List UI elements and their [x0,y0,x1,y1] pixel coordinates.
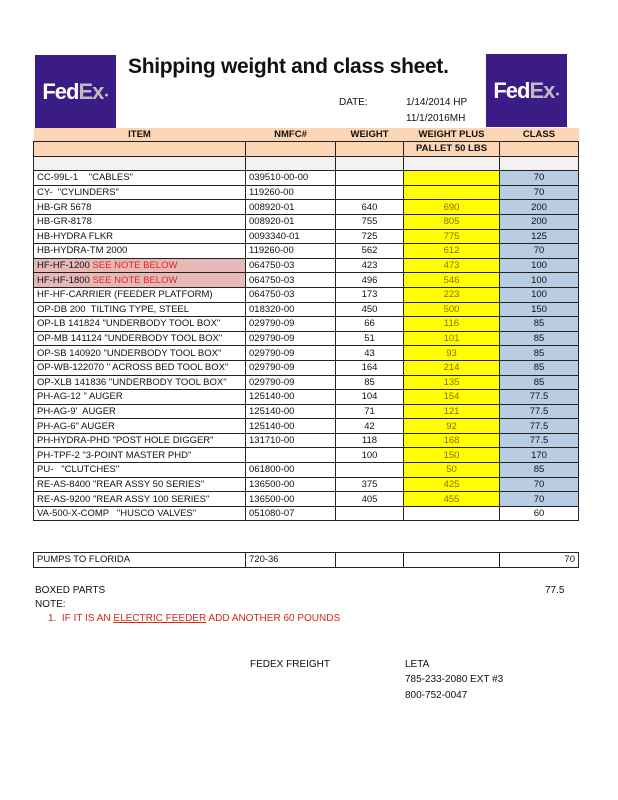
see-note-label: SEE NOTE BELOW [92,274,178,286]
item-name: OP-MB 141124 "UNDERBODY TOOL BOX" [37,333,223,345]
logo-ex-text: Ex [529,77,555,103]
table-row [34,506,579,521]
nmfc-cell: 061800-00 [246,463,336,478]
blank-cell [246,156,336,171]
class-cell: 125 [500,229,579,244]
weight-plus-cell: 223 [404,287,500,302]
table-row [34,200,579,215]
weight-plus-cell [404,185,500,200]
item-cell [34,171,246,186]
column-header-nmfc: NMFC# [246,128,336,142]
page-title: Shipping weight and class sheet. [128,55,449,78]
table-row [34,346,579,361]
column-header-class: CLASS [500,128,579,142]
weight-plus-cell: 473 [404,258,500,273]
weight-cell: 100 [336,448,404,463]
weight-cell: 423 [336,258,404,273]
weight-cell: 405 [336,492,404,507]
weight-cell: 375 [336,477,404,492]
item-name: PU- "CLUTCHES" [37,464,120,476]
nmfc-cell: 029790-09 [246,317,336,332]
logo-dot: ● [104,92,109,99]
see-note-label: SEE NOTE BELOW [92,260,178,272]
item-cell [34,375,246,390]
item-cell [34,200,246,215]
weight-cell: 640 [336,200,404,215]
item-cell [34,463,246,478]
class-cell: 100 [500,287,579,302]
item-name: HB-GR-8178 [37,216,92,228]
nmfc-cell: 064750-03 [246,287,336,302]
item-cell [34,244,246,259]
item-name: PH-HYDRA-PHD "POST HOLE DIGGER" [37,435,214,447]
note-label: NOTE: [35,599,66,610]
subheader-cell [336,142,404,157]
class-cell: 85 [500,317,579,332]
nmfc-cell: 125140-00 [246,390,336,405]
table-row [34,331,579,346]
class-cell: 85 [500,360,579,375]
class-cell: 77.5 [500,419,579,434]
item-name: OP-SB 140920 "UNDERBODY TOOL BOX" [37,347,222,359]
item-cell [34,433,246,448]
carrier-name: FEDEX FREIGHT [250,659,331,670]
blank-cell [34,156,246,171]
item-name: HB-HYDRA FLKR [37,230,114,242]
table-row [34,375,579,390]
nmfc-cell: 029790-09 [246,375,336,390]
nmfc-cell [246,448,336,463]
shipping-table [33,128,579,521]
weight-plus-cell: 116 [404,317,500,332]
weight-plus-cell: 214 [404,360,500,375]
weight-cell: 164 [336,360,404,375]
class-cell: 77.5 [500,433,579,448]
class-cell: 85 [500,463,579,478]
weight-plus-cell: 690 [404,200,500,215]
weight-plus-cell [404,506,500,521]
item-cell [34,346,246,361]
nmfc-cell: 008920-01 [246,214,336,229]
weight-plus-cell: 612 [404,244,500,259]
nmfc-cell: 039510-00-00 [246,171,336,186]
date-label: DATE: [339,97,368,108]
item-cell [34,258,246,273]
nmfc-cell: 051080-07 [246,506,336,521]
weight-plus-cell: 168 [404,433,500,448]
class-cell: 70 [500,492,579,507]
class-cell: 70 [500,244,579,259]
nmfc-cell: 119260-00 [246,244,336,259]
weight-plus-cell: 92 [404,419,500,434]
note-number: 1. [48,613,57,624]
table-row [34,419,579,434]
boxed-parts-class: 77.5 [545,585,565,596]
weight-plus-cell: 154 [404,390,500,405]
weight-plus-cell: 775 [404,229,500,244]
weight-plus-cell: 546 [404,273,500,288]
class-cell: 170 [500,448,579,463]
weight-cell: 43 [336,346,404,361]
class-cell: 100 [500,258,579,273]
class-cell: 70 [500,477,579,492]
table-row [34,553,579,568]
item-cell [34,185,246,200]
fedex-logo-left [35,55,116,128]
weight-cell [336,463,404,478]
weight-cell: 66 [336,317,404,332]
item-cell [34,273,246,288]
logo-fed-text: Fed [493,77,530,103]
weight-cell [336,506,404,521]
nmfc-cell: 008920-01 [246,200,336,215]
weight-cell [336,185,404,200]
weight-cell: 42 [336,419,404,434]
class-cell: 85 [500,346,579,361]
blank-cell [500,156,579,171]
table-row [34,477,579,492]
table-row [34,404,579,419]
item-cell [34,390,246,405]
class-cell: 70 [500,185,579,200]
weight-plus-cell: 101 [404,331,500,346]
table-row [34,492,579,507]
class-cell: 100 [500,273,579,288]
item-cell [34,331,246,346]
class-cell: 85 [500,331,579,346]
column-header-weight-plus: WEIGHT PLUS [404,128,500,142]
item-name: HF-HF-CARRIER (FEEDER PLATFORM) [37,289,213,301]
item-cell [34,448,246,463]
item-cell [34,302,246,317]
weight-cell: 118 [336,433,404,448]
weight-cell [336,171,404,186]
weight-cell: 85 [336,375,404,390]
nmfc-cell: 018320-00 [246,302,336,317]
logo-fed-text: Fed [42,78,79,104]
logo-ex-text: Ex [78,78,104,104]
table-row [34,448,579,463]
item-name: RE-AS-9200 "REAR ASSY 100 SERIES" [37,493,210,505]
weight-plus-cell: 135 [404,375,500,390]
table-row [34,258,579,273]
weight-plus-cell: 500 [404,302,500,317]
weight-plus-cell: 121 [404,404,500,419]
nmfc-cell: 064750-03 [246,273,336,288]
item-name: VA-500-X-COMP "HUSCO VALVES" [37,508,197,520]
table-header-row [34,128,579,142]
class-cell: 200 [500,214,579,229]
contact-phone-2: 800-752-0047 [405,690,468,701]
nmfc-cell: 125140-00 [246,404,336,419]
class-cell: 200 [500,200,579,215]
weight-cell: 173 [336,287,404,302]
weight-plus-cell: 50 [404,463,500,478]
nmfc-cell: 119260-00 [246,185,336,200]
table-row [34,185,579,200]
table-row [34,463,579,478]
weight-cell: 755 [336,214,404,229]
item-name: HB-GR 5678 [37,201,92,213]
class-cell: 70 [500,171,579,186]
pumps-table [33,552,579,568]
pumps-class: 70 [500,553,579,568]
item-name: HF-HF-1800 [37,274,93,286]
weight-plus-cell: 805 [404,214,500,229]
note-electric-feeder: ELECTRIC FEEDER [113,613,207,624]
item-cell [34,214,246,229]
item-name: RE-AS-8400 "REAR ASSY 50 SERIES" [37,478,205,490]
nmfc-cell: 029790-09 [246,346,336,361]
item-cell [34,492,246,507]
item-name: HB-HYDRA-TM 2000 [37,245,128,257]
table-row [34,317,579,332]
item-name: CY- "CYLINDERS" [37,187,119,199]
weight-plus-cell: 150 [404,448,500,463]
blank-cell [336,156,404,171]
nmfc-cell: 0093340-01 [246,229,336,244]
subheader-cell [246,142,336,157]
table-row [34,302,579,317]
blank-cell [404,156,500,171]
item-cell [34,506,246,521]
weight-plus-cell [404,171,500,186]
table-row [34,273,579,288]
pumps-nmfc: 720-36 [246,553,336,568]
note-text-pre: IF IT IS AN [61,613,114,624]
boxed-parts-label: BOXED PARTS [35,585,106,596]
contact-phone-1: 785-233-2080 EXT #3 [405,674,504,685]
fedex-logo-right [486,54,567,127]
column-header-weight: WEIGHT [336,128,404,142]
weight-plus-cell: 93 [404,346,500,361]
weight-cell: 725 [336,229,404,244]
nmfc-cell: 029790-09 [246,331,336,346]
subheader-cell [500,142,579,157]
nmfc-cell: 029790-09 [246,360,336,375]
nmfc-cell: 064750-03 [246,258,336,273]
pumps-weight-plus [404,553,500,568]
table-row [34,229,579,244]
item-name: CC-99L-1 "CABLES" [37,172,133,184]
weight-plus-cell: 455 [404,492,500,507]
item-name: PH-AG-9' AUGER [37,405,116,417]
class-cell: 60 [500,506,579,521]
table-blank-row [34,156,579,171]
weight-plus-cell: 425 [404,477,500,492]
note-item [48,613,340,624]
weight-cell: 562 [336,244,404,259]
note-text-post: ADD ANOTHER 60 POUNDS [206,613,341,624]
table-row [34,360,579,375]
item-name: OP-XLB 141836 "UNDERBODY TOOL BOX" [37,376,227,388]
table-subheader-row [34,142,579,157]
item-name: PH-AG-6" AUGER [37,420,115,432]
nmfc-cell: 136500-00 [246,492,336,507]
item-name: HF-HF-1200 [37,260,93,272]
item-name: OP-WB-122070 " ACROSS BED TOOL BOX" [37,362,229,374]
item-cell [34,419,246,434]
nmfc-cell: 131710-00 [246,433,336,448]
pumps-weight [336,553,404,568]
item-cell [34,317,246,332]
item-cell [34,287,246,302]
nmfc-cell: 125140-00 [246,419,336,434]
date-value-2: 11/1/2016MH [406,113,466,124]
table-row [34,287,579,302]
contact-name: LETA [405,659,430,670]
pumps-item: PUMPS TO FLORIDA [34,553,246,568]
item-name: PH-TPF-2 "3-POINT MASTER PHD" [37,449,192,461]
column-header-item: ITEM [34,128,246,142]
class-cell: 77.5 [500,404,579,419]
logo-dot: ● [555,91,560,98]
weight-cell: 104 [336,390,404,405]
item-cell [34,360,246,375]
weight-cell: 51 [336,331,404,346]
weight-cell: 496 [336,273,404,288]
nmfc-cell: 136500-00 [246,477,336,492]
table-row [34,390,579,405]
class-cell: 77.5 [500,390,579,405]
weight-cell: 71 [336,404,404,419]
class-cell: 85 [500,375,579,390]
weight-cell: 450 [336,302,404,317]
date-value-1: 1/14/2014 HP [406,97,468,108]
table-row [34,214,579,229]
item-name: OP-LB 141824 "UNDERBODY TOOL BOX" [37,318,221,330]
item-name: OP-DB 200 TILTING TYPE, STEEL [37,303,190,315]
table-row [34,171,579,186]
class-cell: 150 [500,302,579,317]
item-cell [34,229,246,244]
subheader-cell [34,142,246,157]
item-cell [34,477,246,492]
item-cell [34,404,246,419]
item-name: PH-AG-12 " AUGER [37,391,123,403]
table-row [34,244,579,259]
table-row [34,433,579,448]
subheader-pallet: PALLET 50 LBS [404,142,500,157]
